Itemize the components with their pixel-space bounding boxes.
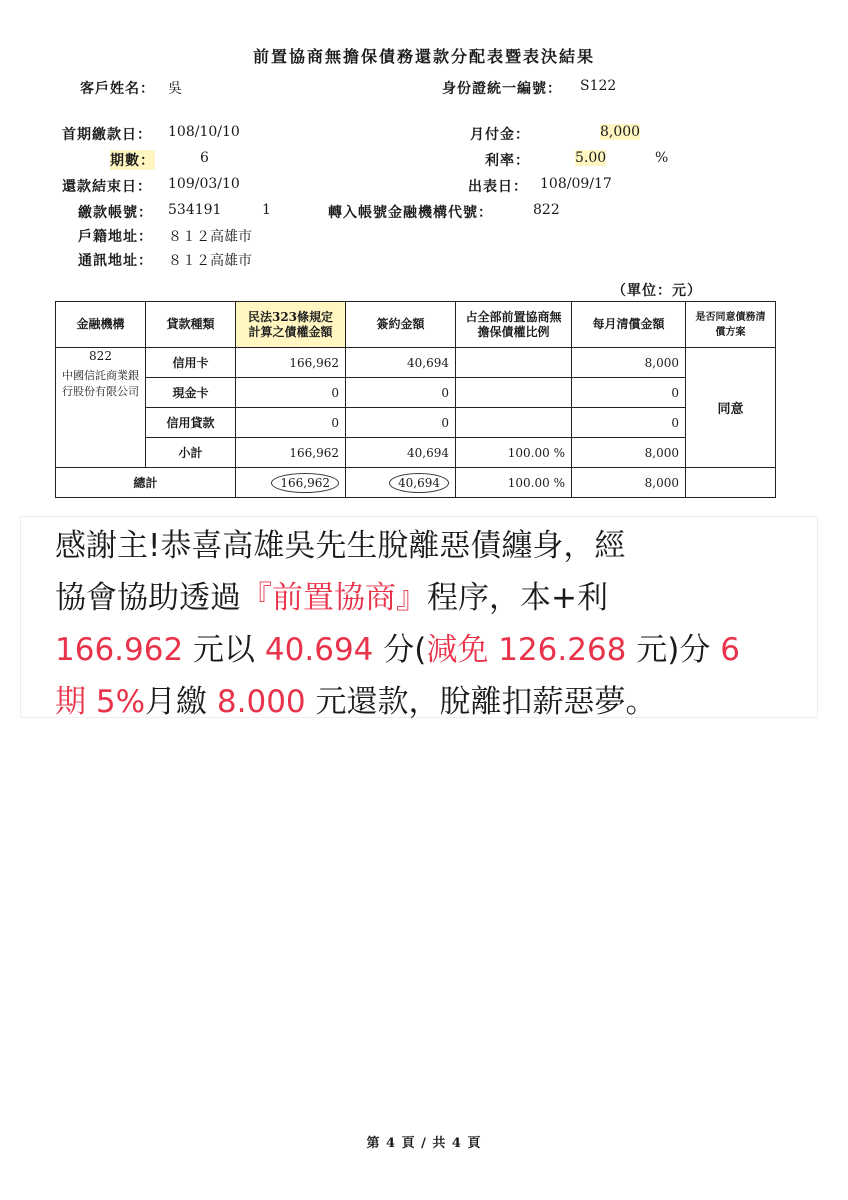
total-row bbox=[56, 468, 776, 498]
mail-label: 通訊地址： bbox=[78, 253, 153, 269]
table-row bbox=[56, 408, 776, 438]
monthly-amount: 0 bbox=[572, 378, 686, 408]
total-ratio: 100.00 % bbox=[456, 468, 572, 498]
announcement-reduction: 減免 126.268 bbox=[426, 632, 627, 668]
signed-amount: 40,694 bbox=[346, 348, 456, 378]
monthly-label: 月付金： bbox=[470, 127, 530, 143]
bank-name: 中國信託商業銀行股份有限公司 bbox=[62, 369, 139, 398]
total-monthly: 8,000 bbox=[572, 468, 686, 498]
total-label: 總計 bbox=[56, 468, 236, 498]
ratio bbox=[456, 408, 572, 438]
announcement-text: 元以 bbox=[183, 632, 265, 668]
announcement-line-1 bbox=[55, 520, 625, 572]
header-monthly: 每月清償金額 bbox=[572, 302, 686, 348]
monthly-amount: 0 bbox=[572, 408, 686, 438]
announcement-line-2 bbox=[55, 572, 608, 624]
announcement-periods: 6 bbox=[720, 632, 740, 668]
ratio: 100.00 % bbox=[456, 438, 572, 468]
header-claim: 民法323條規定計算之債權金額 bbox=[236, 302, 346, 348]
mail-value: ８１２高雄市 bbox=[168, 253, 252, 269]
total-signed-value: 40,694 bbox=[389, 473, 449, 493]
monthly-value: 8,000 bbox=[600, 124, 641, 140]
monthly-amount: 8,000 bbox=[572, 438, 686, 468]
rate-value: 5.00 bbox=[575, 150, 607, 166]
total-claim-value: 166,962 bbox=[271, 473, 339, 493]
ratio bbox=[456, 378, 572, 408]
distribution-table bbox=[55, 301, 776, 498]
claim-amount: 166,962 bbox=[236, 438, 346, 468]
announcement-text: 感謝主!恭喜高雄吳先生脫離惡債纏身，經 bbox=[55, 528, 626, 564]
announcement-amount: 166.962 bbox=[55, 632, 184, 668]
signed-amount: 40,694 bbox=[346, 438, 456, 468]
end-date-label: 還款結束日： bbox=[62, 179, 152, 195]
total-agree-empty bbox=[686, 468, 776, 498]
end-date-value: 109/03/10 bbox=[168, 176, 240, 192]
subtotal-label: 小計 bbox=[146, 438, 236, 468]
bank-cell bbox=[56, 348, 146, 468]
announcement-amount: 40.694 bbox=[264, 632, 374, 668]
unit-note: （單位：元） bbox=[612, 283, 702, 299]
announcement-text: )分 bbox=[667, 632, 721, 668]
bank-code: 822 bbox=[89, 349, 112, 363]
announcement-text: 元還款，脫離扣薪惡夢。 bbox=[305, 684, 657, 720]
header-bank: 金融機構 bbox=[56, 302, 146, 348]
id-value: S122 bbox=[580, 78, 617, 94]
rate-unit: % bbox=[655, 150, 669, 166]
subtotal-row bbox=[56, 438, 776, 468]
id-label: 身份證統一編號： bbox=[442, 81, 562, 97]
periods-value: 6 bbox=[200, 150, 209, 166]
announcement-text: 程序，本+利 bbox=[427, 580, 608, 616]
header-signed: 簽約金額 bbox=[346, 302, 456, 348]
first-pay-value: 108/10/10 bbox=[168, 124, 240, 140]
table-row bbox=[56, 378, 776, 408]
loan-type: 信用卡 bbox=[146, 348, 236, 378]
account-value: 534191 bbox=[168, 202, 222, 218]
household-value: ８１２高雄市 bbox=[168, 229, 252, 245]
announcement-text: 協會協助透過 bbox=[55, 580, 241, 616]
announcement-highlight: 『前置協商』 bbox=[241, 580, 427, 616]
signed-amount: 0 bbox=[346, 378, 456, 408]
ratio bbox=[456, 348, 572, 378]
page-title: 前置協商無擔保債務還款分配表暨表決結果 bbox=[252, 47, 595, 66]
total-signed bbox=[346, 468, 456, 498]
announcement-text: 分( bbox=[373, 632, 427, 668]
announcement-amount: 8.000 bbox=[216, 684, 306, 720]
customer-name: 吳 bbox=[168, 81, 182, 97]
loan-type: 信用貸款 bbox=[146, 408, 236, 438]
header-agree: 是否同意債務清償方案 bbox=[686, 302, 776, 348]
first-pay-label: 首期繳款日： bbox=[62, 127, 152, 143]
table-row bbox=[56, 348, 776, 378]
signed-amount: 0 bbox=[346, 408, 456, 438]
total-claim bbox=[236, 468, 346, 498]
issue-date-label: 出表日： bbox=[468, 179, 528, 195]
loan-type: 現金卡 bbox=[146, 378, 236, 408]
bank-code-value: 822 bbox=[533, 202, 560, 218]
header-ratio: 占全部前置協商無擔保債權比例 bbox=[456, 302, 572, 348]
household-label: 戶籍地址： bbox=[78, 229, 153, 245]
announcement-text: 元 bbox=[626, 632, 668, 668]
header-loan-type: 貸款種類 bbox=[146, 302, 236, 348]
announcement-text: 月繳 bbox=[145, 684, 217, 720]
announcement-line-3 bbox=[55, 624, 740, 676]
claim-amount: 0 bbox=[236, 378, 346, 408]
account-label: 繳款帳號： bbox=[78, 205, 153, 221]
periods-label: 期數： bbox=[110, 150, 155, 170]
customer-name-label: 客戶姓名： bbox=[80, 81, 155, 97]
claim-amount: 166,962 bbox=[236, 348, 346, 378]
issue-date-value: 108/09/17 bbox=[540, 176, 612, 192]
page-number: 第 4 頁 / 共 4 頁 bbox=[366, 1136, 482, 1151]
announcement-rate: 期 5% bbox=[55, 684, 146, 720]
rate-label: 利率： bbox=[485, 153, 530, 169]
bank-code-label: 轉入帳號金融機構代號： bbox=[328, 205, 493, 221]
monthly-amount: 8,000 bbox=[572, 348, 686, 378]
agree-cell: 同意 bbox=[686, 348, 776, 468]
account-extra: 1 bbox=[262, 202, 271, 218]
claim-amount: 0 bbox=[236, 408, 346, 438]
announcement-line-4 bbox=[55, 676, 657, 728]
table-header-row bbox=[56, 302, 776, 348]
